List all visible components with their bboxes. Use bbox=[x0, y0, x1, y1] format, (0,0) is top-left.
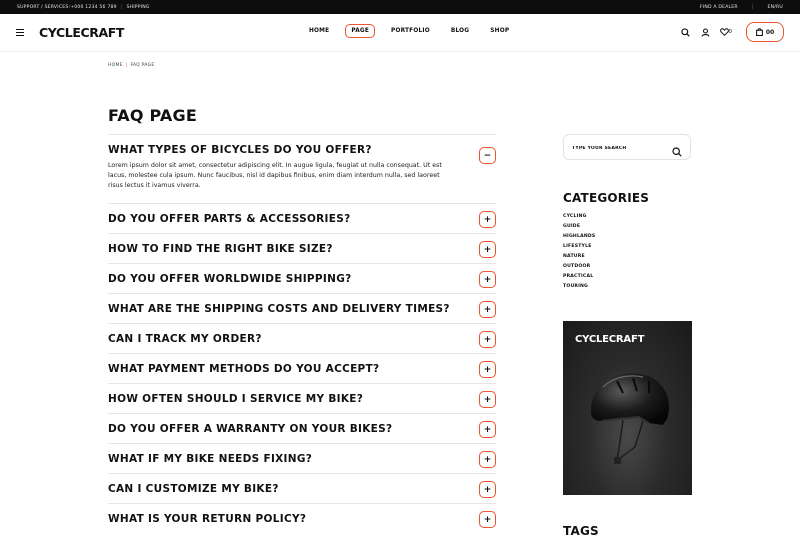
banner-logo: CYCLECRAFT bbox=[575, 334, 645, 345]
faq-question[interactable]: DO YOU OFFER PARTS & ACCESSORIES? bbox=[108, 213, 351, 225]
faq-item[interactable] bbox=[108, 413, 496, 443]
faq-question[interactable]: CAN I CUSTOMIZE MY BIKE? bbox=[108, 483, 279, 495]
main-nav bbox=[304, 24, 525, 38]
breadcrumb bbox=[108, 63, 154, 68]
faq-item[interactable] bbox=[108, 353, 496, 383]
categories-list bbox=[563, 212, 595, 292]
search-icon[interactable] bbox=[680, 26, 692, 38]
site-header bbox=[0, 14, 800, 52]
page-title: FAQ PAGE bbox=[108, 106, 197, 125]
nav-page[interactable]: PAGE bbox=[345, 24, 375, 38]
faq-item[interactable] bbox=[108, 443, 496, 473]
find-dealer-link[interactable]: FIND A DEALER bbox=[699, 4, 738, 10]
breadcrumb-separator: | bbox=[125, 63, 128, 68]
helmet-image bbox=[583, 361, 675, 481]
breadcrumb-current: FAQ PAGE bbox=[130, 63, 155, 68]
user-account-icon[interactable] bbox=[700, 26, 712, 38]
cart-button[interactable] bbox=[746, 22, 784, 42]
nav-home[interactable]: HOME bbox=[309, 28, 330, 34]
faq-question[interactable]: CAN I TRACK MY ORDER? bbox=[108, 333, 262, 345]
faq-question[interactable]: DO YOU OFFER WORLDWIDE SHIPPING? bbox=[108, 273, 352, 285]
category-link[interactable]: HIGHLANDS bbox=[563, 234, 596, 239]
category-link[interactable]: OUTDOOR bbox=[563, 264, 591, 269]
expand-toggle-button[interactable]: + bbox=[479, 271, 496, 288]
faq-item[interactable] bbox=[108, 473, 496, 503]
category-link[interactable]: CYCLING bbox=[563, 214, 587, 219]
expand-toggle-button[interactable]: + bbox=[479, 361, 496, 378]
promo-banner[interactable] bbox=[563, 321, 692, 495]
faq-answer: Lorem ipsum dolor sit amet, consectetur adipiscing elit. In augue ligula, feugiat ut nulla consequat. Ut est lacus, molestee cula ipsum. Nunc faucibus, nisl id dapibus finibus, enim diam interdum nulla, sed laoreet risus lectus it ivamus viverra. bbox=[108, 162, 442, 189]
expand-toggle-button[interactable]: + bbox=[479, 241, 496, 258]
collapse-toggle-button[interactable]: − bbox=[479, 147, 496, 164]
faq-item[interactable] bbox=[108, 263, 496, 293]
site-logo[interactable]: CYCLECRAFT bbox=[39, 25, 124, 40]
wishlist-button[interactable] bbox=[720, 28, 733, 36]
search-input[interactable] bbox=[572, 142, 672, 154]
faq-question[interactable]: WHAT ARE THE SHIPPING COSTS AND DELIVERY TIMES? bbox=[108, 303, 450, 315]
category-link[interactable]: LIFESTYLE bbox=[563, 244, 592, 249]
expand-toggle-button[interactable]: + bbox=[479, 301, 496, 318]
tags-heading: TAGS bbox=[563, 524, 599, 538]
topbar-separator: | bbox=[751, 4, 754, 10]
language-switcher[interactable]: EN/RU bbox=[767, 4, 783, 10]
cart-count: 00 bbox=[765, 28, 775, 36]
hamburger-menu-icon[interactable] bbox=[16, 29, 24, 36]
nav-portfolio[interactable]: PORTFOLIO bbox=[391, 28, 430, 34]
heart-icon bbox=[720, 28, 729, 36]
faq-item[interactable] bbox=[108, 293, 496, 323]
wishlist-count: 0 bbox=[728, 29, 732, 35]
top-bar bbox=[0, 0, 800, 14]
expand-toggle-button[interactable]: + bbox=[479, 511, 496, 528]
faq-item[interactable] bbox=[108, 383, 496, 413]
nav-blog[interactable]: BLOG bbox=[450, 28, 470, 34]
faq-question[interactable]: WHAT IS YOUR RETURN POLICY? bbox=[108, 513, 307, 525]
expand-toggle-button[interactable]: + bbox=[479, 331, 496, 348]
expand-toggle-button[interactable]: + bbox=[479, 481, 496, 498]
expand-toggle-button[interactable]: + bbox=[479, 391, 496, 408]
topbar-separator: | bbox=[120, 4, 123, 10]
faq-question[interactable]: WHAT TYPES OF BICYCLES DO YOU OFFER? bbox=[108, 144, 372, 156]
expand-toggle-button[interactable]: + bbox=[479, 211, 496, 228]
expand-toggle-button[interactable]: + bbox=[479, 421, 496, 438]
header-actions bbox=[680, 22, 785, 42]
faq-question[interactable]: WHAT IF MY BIKE NEEDS FIXING? bbox=[108, 453, 313, 465]
breadcrumb-home[interactable]: HOME bbox=[108, 63, 123, 68]
faq-list bbox=[108, 134, 496, 533]
faq-item[interactable] bbox=[108, 203, 496, 233]
faq-item[interactable] bbox=[108, 233, 496, 263]
faq-item[interactable] bbox=[108, 134, 496, 203]
expand-toggle-button[interactable]: + bbox=[479, 451, 496, 468]
faq-question[interactable]: HOW OFTEN SHOULD I SERVICE MY BIKE? bbox=[108, 393, 364, 405]
faq-question[interactable]: DO YOU OFFER A WARRANTY ON YOUR BIKES? bbox=[108, 423, 393, 435]
categories-heading: CATEGORIES bbox=[563, 191, 650, 205]
faq-question[interactable]: WHAT PAYMENT METHODS DO YOU ACCEPT? bbox=[108, 363, 380, 375]
category-link[interactable]: NATURE bbox=[563, 254, 585, 259]
faq-item[interactable] bbox=[108, 323, 496, 353]
category-link[interactable]: PRACTICAL bbox=[563, 274, 594, 279]
faq-item[interactable] bbox=[108, 503, 496, 533]
sidebar-search bbox=[563, 134, 691, 160]
faq-question[interactable]: HOW TO FIND THE RIGHT BIKE SIZE? bbox=[108, 243, 333, 255]
support-phone-link[interactable]: SUPPORT / SERVICES:+000 1234 56 789 bbox=[17, 4, 117, 10]
nav-shop[interactable]: SHOP bbox=[490, 28, 510, 34]
shopping-bag-icon bbox=[756, 28, 763, 36]
search-icon[interactable] bbox=[672, 142, 683, 153]
category-link[interactable]: GUIDE bbox=[563, 224, 581, 229]
category-link[interactable]: TOURING bbox=[563, 284, 589, 289]
shipping-link[interactable]: SHIPPING bbox=[126, 4, 150, 10]
